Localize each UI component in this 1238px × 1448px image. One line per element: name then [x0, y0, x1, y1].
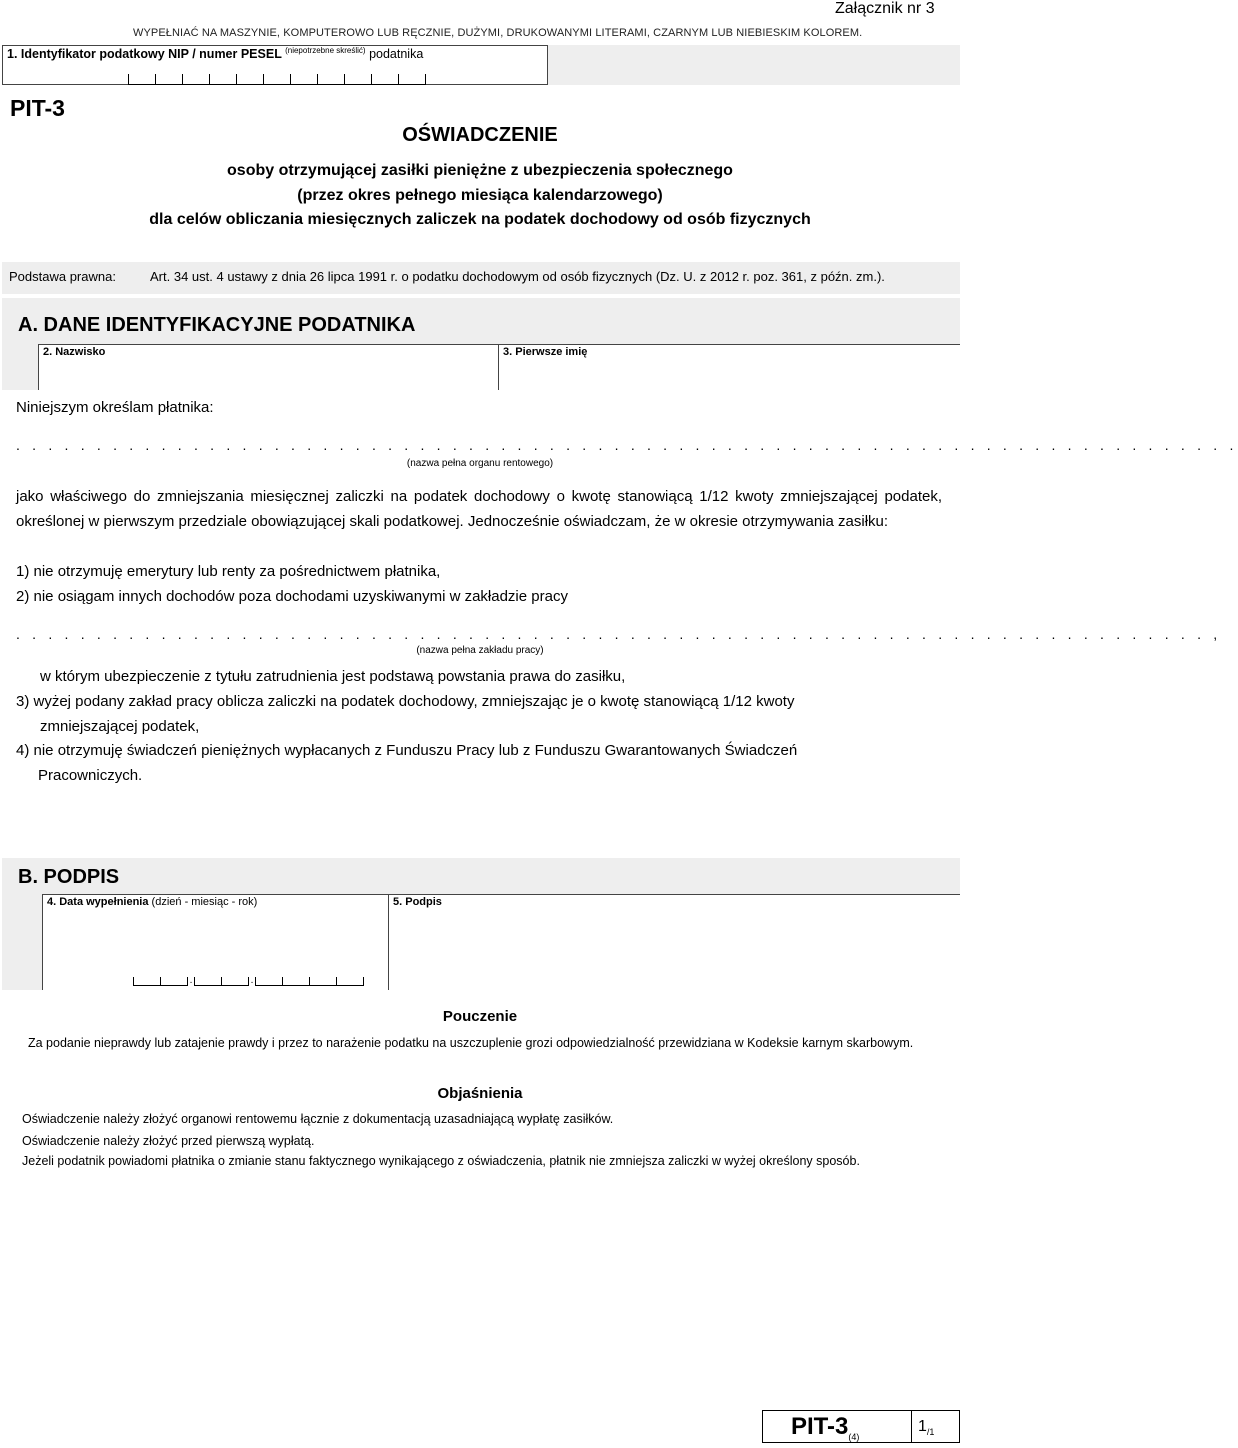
date-cells[interactable]: . . [133, 975, 364, 986]
date-label: 4. Data wypełnienia (dzień - miesiąc - rok) [47, 896, 258, 908]
statement-item-4: 4) nie otrzymuję świadczeń pieniężnych wypłacanych z Funduszu Pracy lub z Funduszu Gwarantowanych Świadczeń [16, 742, 798, 759]
declaration-intro: Niniejszym określam płatnika: [16, 399, 214, 416]
pension-authority-caption: (nazwa pełna organu rentowego) [406, 458, 554, 469]
surname-label: 2. Nazwisko [43, 346, 106, 358]
header-shaded-area [548, 45, 960, 85]
taxpayer-id-cells[interactable] [128, 74, 426, 84]
statement-item-2: 2) nie osiągam innych dochodów poza dochodami uzyskiwanymi w zakładzie pracy [16, 588, 568, 605]
statement-item-4-continued: Pracowniczych. [38, 767, 143, 784]
declaration-paragraph: jako właściwego do zmniejszania miesięcznej zaliczki na podatek dochodowy o kwotę stanowiącą 1/12 kwoty zmniejszającej podatek, określonej w pierwszym przedziale obowiązującej skali podatkowej. Jednocześnie oświadczam, że w okresie otrzymywania zasiłku: [16, 488, 942, 530]
taxpayer-id-field[interactable] [2, 45, 548, 85]
statement-item-3-continued: zmniejszającej podatek, [40, 718, 200, 735]
annex-number: Załącznik nr 3 [835, 0, 935, 17]
employer-caption: (nazwa pełna zakładu pracy) [416, 645, 544, 656]
pension-authority-line[interactable]: . . . . . . . . . . . . . . . . . . . . . . . . . . . . . . . . . . . . . . . . . . . . . . . . . . . . . . . . . . . . . . . . . . . . . . . . . . . . [16, 437, 1238, 453]
taxpayer-id-label: 1. Identyfikator podatkowy NIP / numer PESEL $^{(niepotrzebne skreślić)}$ podatnika [7, 46, 424, 62]
explanation-1: Oświadczenie należy złożyć organowi rentowemu łącznie z dokumentacją uzasadniającą wypłatę zasiłków. [22, 1112, 614, 1126]
date-hint: (dzień - miesiąc - rok) [151, 896, 258, 908]
explanation-2: Oświadczenie należy złożyć przed pierwszą wypłatą. [22, 1134, 315, 1148]
footer-form-version: (4) [848, 1431, 860, 1442]
page-title: OŚWIADCZENIE [402, 124, 558, 146]
statement-item-3: 3) wyżej podany zakład pracy oblicza zaliczki na podatek dochodowy, zmniejszając je o kwotę stanowiącą 1/12 kwoty [16, 693, 795, 710]
form-code: PIT-3 [10, 95, 65, 121]
instructions-text: Za podanie nieprawdy lub zatajenie prawdy i przez to narażenie podatku na uszczuplenie grozi odpowiedzialność przewidziana w Kodeksie karnym skarbowym. [28, 1036, 914, 1050]
subtitle-line-2: (przez okres pełnego miesiąca kalendarzowego) [297, 187, 663, 204]
page-number: $1_{/1}$ [911, 1411, 934, 1442]
legal-basis-text: Art. 34 ust. 4 ustawy z dnia 26 lipca 1991 r. o podatku dochodowym od osób fizycznych (Dz. U. z 2012 r. poz. 361, z późn. zm.). [150, 269, 885, 284]
instructions-heading: Pouczenie [442, 1008, 518, 1025]
section-b-heading: B. PODPIS [18, 866, 120, 888]
explanation-3: Jeżeli podatnik powiadomi płatnika o zmianie stanu faktycznego wynikającego z oświadczenia, płatnik nie zmniejsza zaliczki w wyżej określony sposób. [22, 1154, 860, 1168]
first-name-field[interactable] [498, 344, 960, 390]
page-total: /1 [926, 1427, 935, 1438]
subtitle-line-3: dla celów obliczania miesięcznych zaliczek na podatek dochodowy od osób fizycznych [149, 211, 811, 228]
statement-item-1: 1) nie otrzymuję emerytury lub renty za pośrednictwem płatnika, [16, 563, 441, 580]
page-footer [762, 1410, 960, 1443]
statement-item-2-continued: w którym ubezpieczenie z tytułu zatrudnienia jest podstawą powstania prawa do zasiłku, [40, 668, 626, 685]
surname-field[interactable] [38, 344, 498, 390]
signature-field[interactable] [388, 894, 960, 990]
subtitle-line-1: osoby otrzymującej zasiłki pieniężne z ubezpieczenia społecznego [227, 162, 733, 179]
footer-form-code: PIT-$3_{(4)}$ [791, 1413, 860, 1442]
fill-instruction: WYPEŁNIAĆ NA MASZYNIE, KOMPUTEROWO LUB RĘCZNIE, DUŻYMI, DRUKOWANYMI LITERAMI, CZARNYM LUB NIEBIESKIM KOLOREM. [133, 27, 863, 39]
taxpayer-id-note: (niepotrzebne skreślić) [285, 46, 366, 55]
legal-basis [2, 262, 960, 294]
employer-line[interactable]: . . . . . . . . . . . . . . . . . . . . . . . . . . . . . . . . . . . . . . . . . . . . . . . . . . . . . . . . . . . . . . . . . . . . . . . . . . , [16, 626, 1222, 642]
first-name-label: 3. Pierwsze imię [503, 346, 588, 358]
explanations-heading: Objaśnienia [437, 1085, 523, 1102]
section-b [2, 858, 960, 990]
section-a-heading: A. DANE IDENTYFIKACYJNE PODATNIKA [18, 314, 416, 336]
section-a [2, 298, 960, 390]
legal-basis-label: Podstawa prawna: [9, 269, 116, 284]
signature-label: 5. Podpis [393, 896, 442, 908]
date-field[interactable] [42, 894, 388, 990]
